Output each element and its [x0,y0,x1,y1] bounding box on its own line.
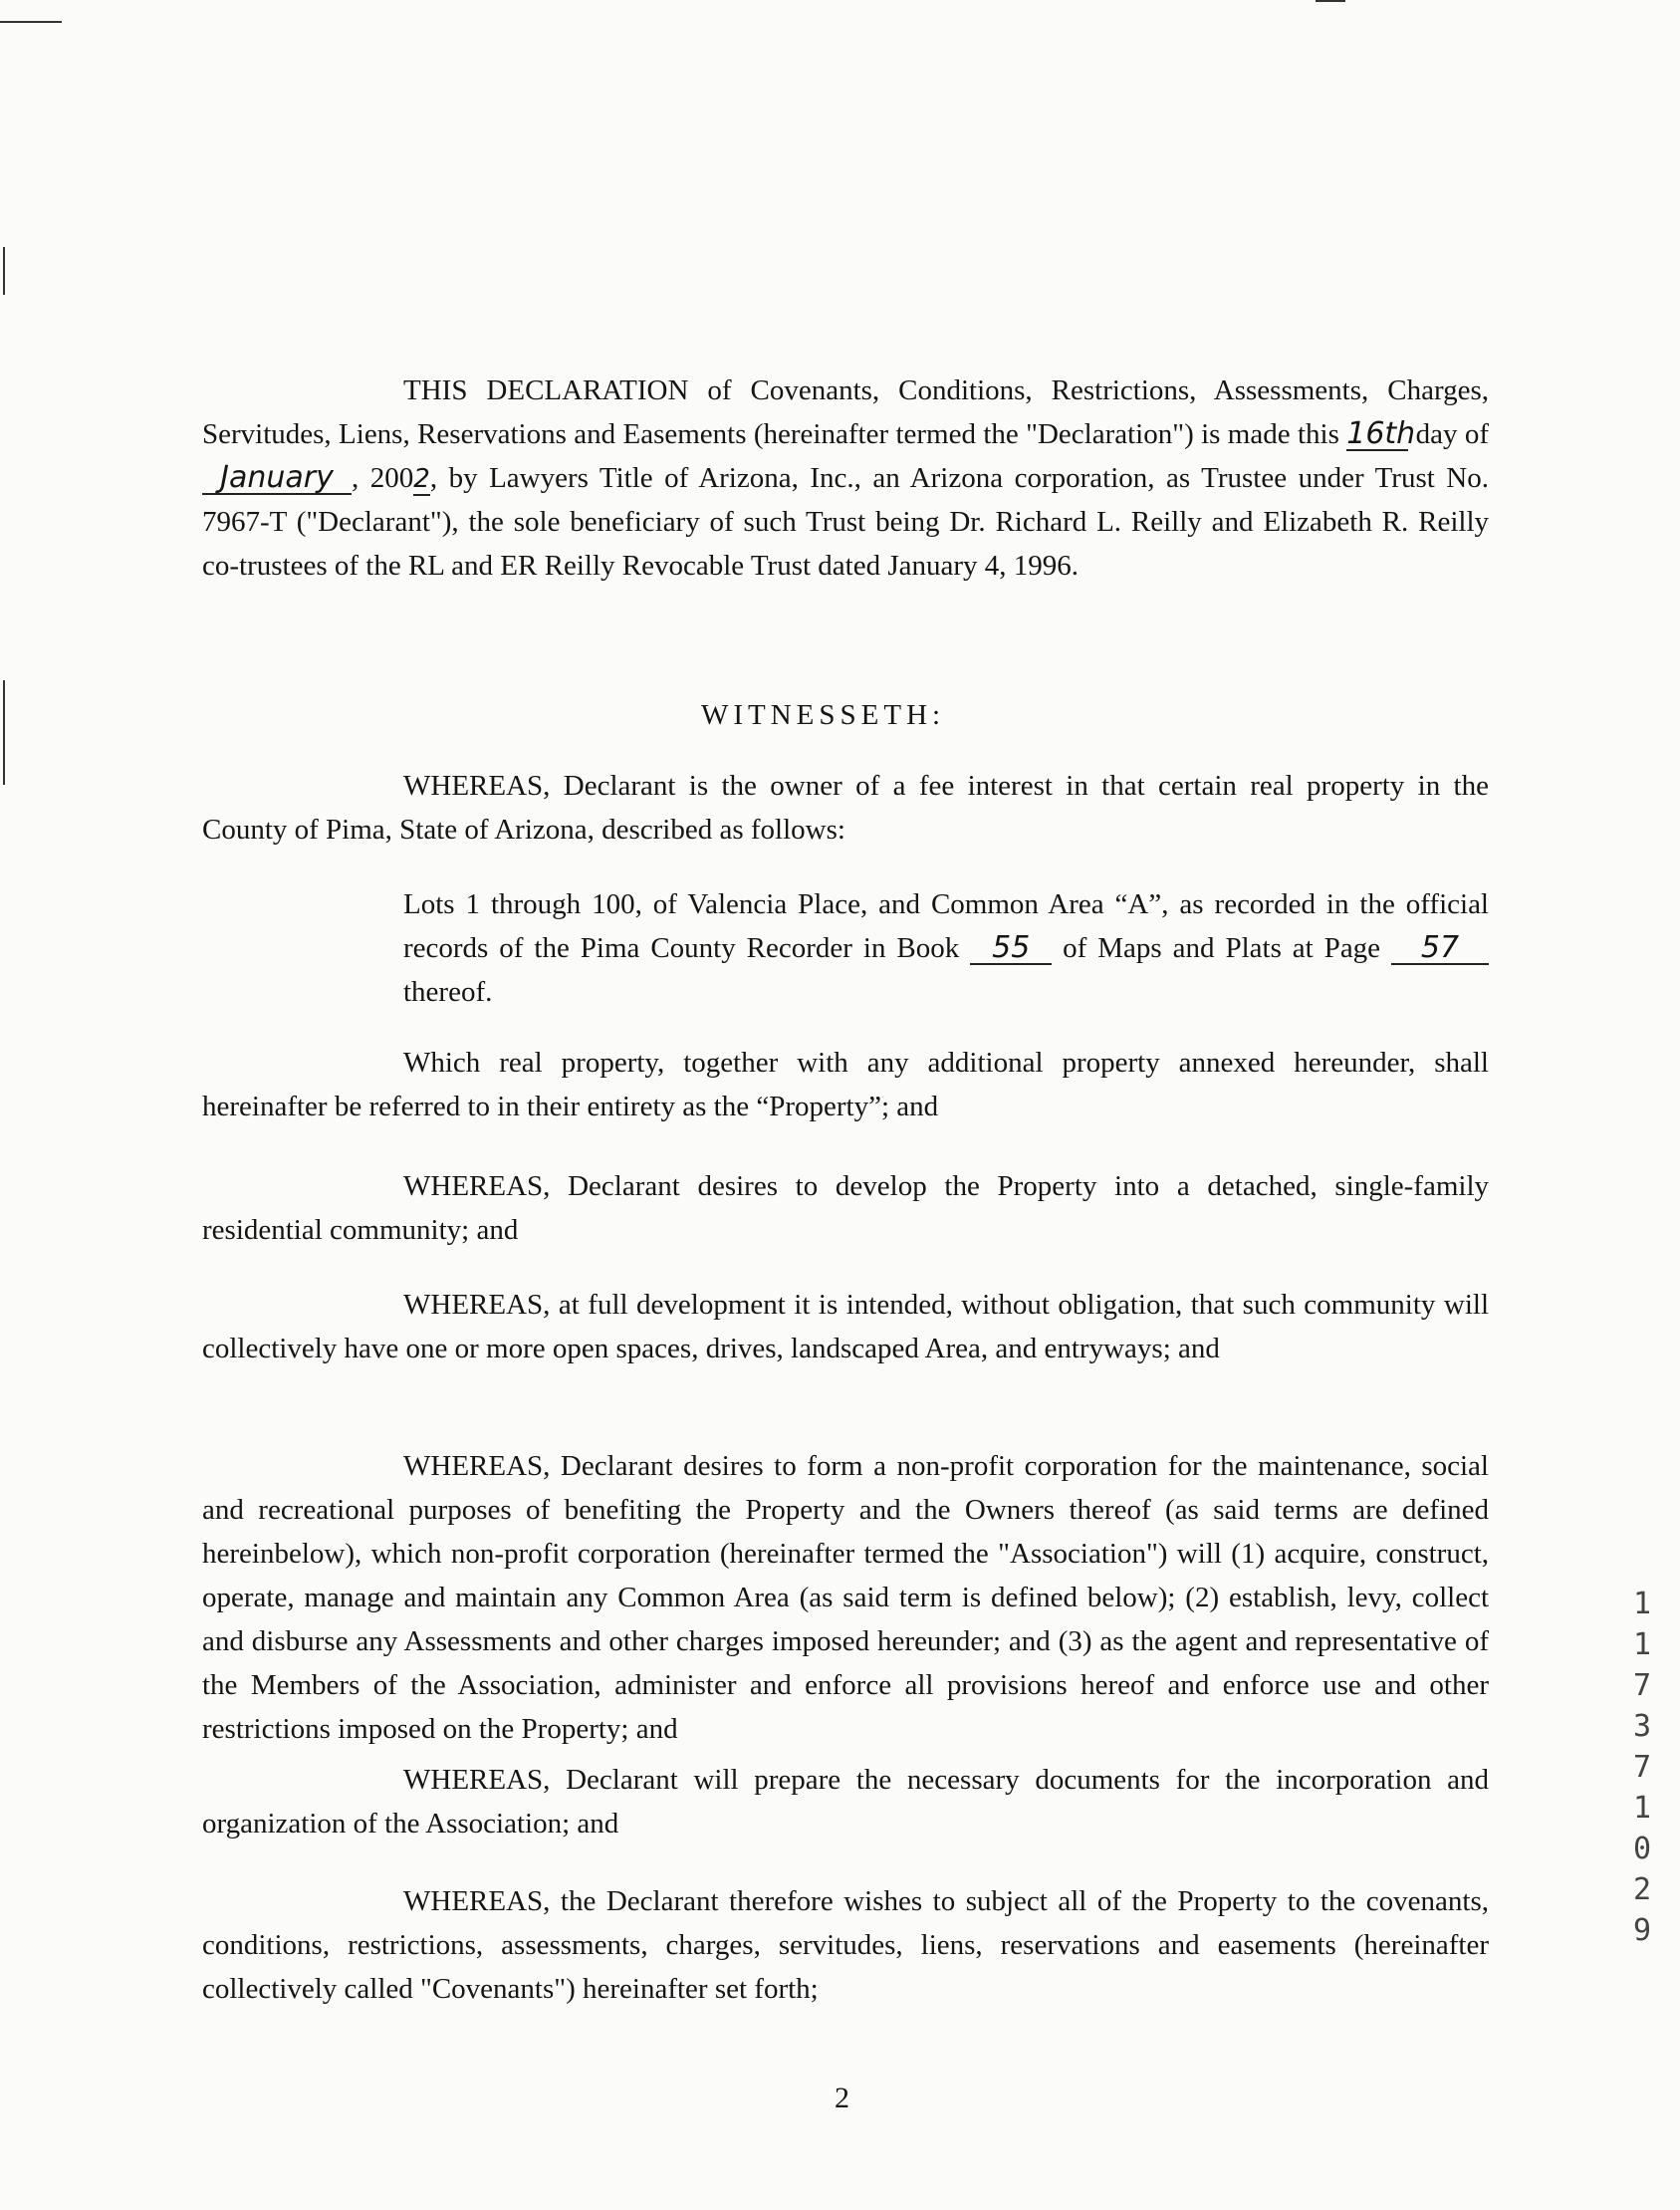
legal-text-1: Lots 1 through 100, of Valencia Place, and Common Area “A”, as recorded in the official records of the Pima County Recorder in Book [403,888,1489,964]
scan-mark-top-right [1316,0,1345,2]
page-number: 2 [835,2082,849,2114]
scan-mark-left-edge [3,247,5,295]
legal-text-3: thereof. [403,976,493,1008]
legal-text-2: of Maps and Plats at Page [1052,932,1392,964]
witnesseth-heading: WITNESSETH: [701,699,946,731]
handwritten-page-number: 57 [1391,933,1489,965]
scan-mark-left-middle [3,680,5,785]
handwritten-month: January [202,463,352,495]
scan-mark-top-left [0,21,62,23]
property-paragraph: Which real property, together with any additional property annexed hereunder, shall hereinafter be referred to in their entirety as the “Property”; and [202,1047,1489,1122]
subject-paragraph: WHEREAS, the Declarant therefore wishes to subject all of the Property to the covenants, conditions, restrictions, assessments, charges, servitudes, liens, reservations and easements (hereinafter collectively called "Covenants") hereinafter set forth; [202,1885,1489,2005]
preamble-text-2: day of [1408,418,1489,450]
margin-recording-number: 11737 1029 [1632,1587,1652,1948]
owner-paragraph: WHEREAS, Declarant is the owner of a fee interest in that certain real property in the County of Pima, State of Arizona, described as follows: [202,770,1489,846]
handwritten-book-number: 55 [970,933,1052,965]
develop-paragraph: WHEREAS, Declarant desires to develop the Property into a detached, single-family residential community; and [202,1170,1489,1246]
preamble-paragraph [202,368,1489,588]
preamble-text-1: THIS DECLARATION of Covenants, Conditions, Restrictions, Assessments, Charges, Servitudes, Liens, Reservations and Easements (hereinafter termed the "Declaration") is made this [202,374,1489,450]
documents-paragraph: WHEREAS, Declarant will prepare the necessary documents for the incorporation and organization of the Association; and [202,1764,1489,1840]
association-paragraph: WHEREAS, Declarant desires to form a non-profit corporation for the maintenance, social and recreational purposes of benefiting the Property and the Owners thereof (as said terms are defined hereinbelow), which non-profit corporation (hereinafter termed the "Association") will (1) acquire, construct, operate, manage and maintain any Common Area (as said term is defined below); (2) establish, levy, collect and disburse any Assessments and other charges imposed hereunder; and (3) as the agent and representative of the Members of the Association, administer and enforce all provisions hereof and enforce use and other restrictions imposed on the Property; and [202,1450,1489,1745]
handwritten-day: 16th [1346,416,1416,451]
preamble-text-3: , 200 [352,462,414,494]
handwritten-year-digit: 2 [413,464,430,494]
community-paragraph: WHEREAS, at full development it is intended, without obligation, that such community will collectively have one or more open spaces, drives, landscaped Area, and entryways; and [202,1289,1489,1364]
preamble-text-4: , by Lawyers Title of Arizona, Inc., an Arizona corporation, as Trustee under Trust No. 7967-T ("Declarant"), the sole beneficiary of such Trust being Dr. Richard L. Reilly and Elizabeth R. Reilly co-trustees of the RL and ER Reilly Revocable Trust dated January 4, 1996. [202,462,1490,582]
legal-description [403,882,1489,1014]
